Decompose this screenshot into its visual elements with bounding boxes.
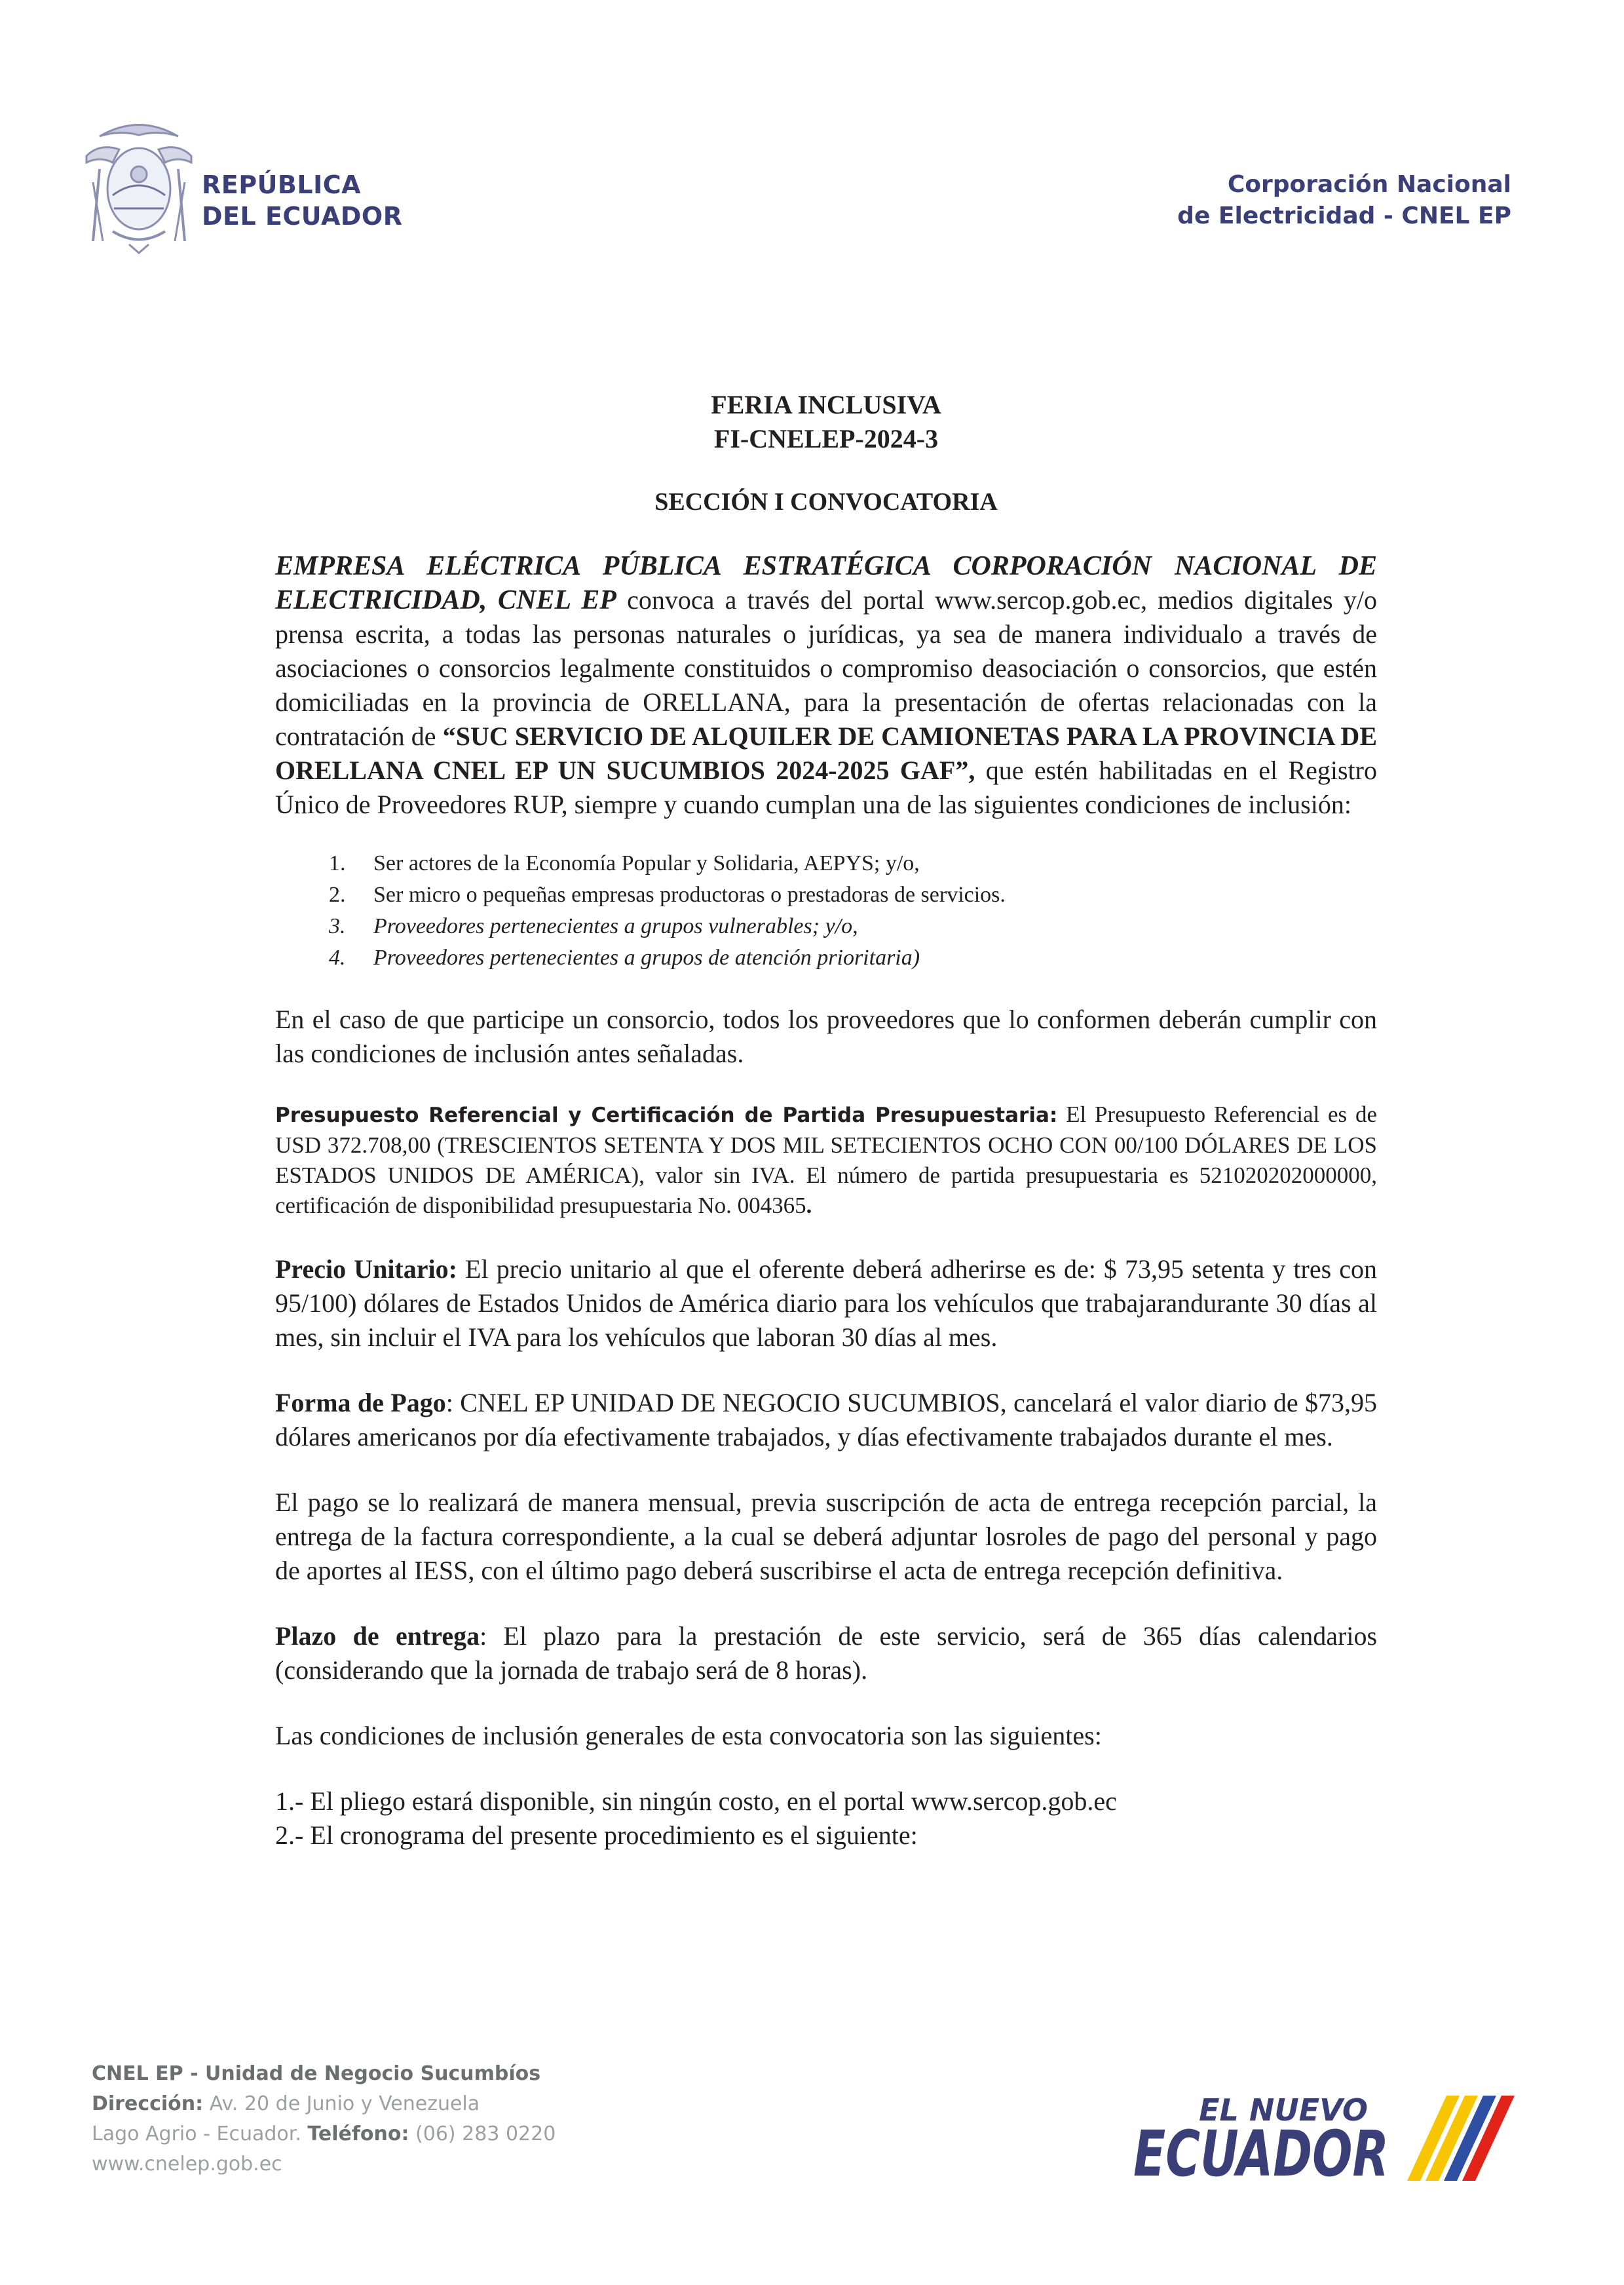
republic-name-line2: DEL ECUADOR: [202, 202, 403, 231]
list-item: 3. Proveedores pertenecientes a grupos vulnerables; y/o,: [329, 914, 858, 938]
el-nuevo-ecuador-logo: [1132, 2083, 1525, 2187]
brand-big-text: ECUADOR: [1133, 2117, 1389, 2187]
budget-text: El Presupuesto Referencial es de USD 372.708,00 (TRESCIENTOS SETENTA Y DOS MIL SETECIENTOS OCHO CON 00/100 DÓLARES DE LOS ESTADOS UNIDOS DE AMÉRICA), valor sin IVA. El número de partida presupuestaria es 521020202000000, certificación de disponibilidad presupuestaria No. 004365: [275, 1102, 1377, 1218]
payment-detail-paragraph: El pago se lo realizará de manera mensual, previa suscripción de acta de entrega recepción parcial, la entrega de la factura correspondiente, a la cual se deberá adjuntar losroles de pago del personal y pago de aportes al IESS, con el último pago deberá suscribirse el acta de entrega recepción definitiva.: [275, 1488, 1377, 1585]
cnel-corporation-header: [1177, 169, 1511, 232]
general-item-2: 2.- El cronograma del presente procedimiento es el siguiente:: [275, 1820, 918, 1850]
footer-contact: [92, 2059, 556, 2179]
general-item-1: 1.- El pliego estará disponible, sin ningún costo, en el portal www.sercop.gob.ec: [275, 1786, 1117, 1816]
general-conditions-heading: Las condiciones de inclusión generales de esta convocatoria son las siguientes:: [275, 1721, 1102, 1750]
flag-stripes-icon: [1407, 2096, 1515, 2181]
intro-paragraph: [275, 549, 1377, 822]
list-item: 4. Proveedores pertenecientes a grupos de atención prioritaria): [329, 946, 920, 970]
footer-unit: CNEL EP - Unidad de Negocio Sucumbíos: [92, 2062, 541, 2085]
document-title: FERIA INCLUSIVA: [711, 390, 941, 419]
budget-paragraph: Presupuesto Referencial y Certificación de Partida Presupuestaria: El Presupuesto Referencial es de USD 372.708,00 (TRESCIENTOS SETENTA Y DOS MIL SETECIENTOS OCHO CON 00/100 DÓLARES DE LOS ESTADOS UNIDOS DE AMÉRICA), valor sin IVA. El número de partida presupuestaria es 521020202000000, certificación de disponibilidad presupuestaria No. 004365.: [275, 1102, 1377, 1218]
delivery-paragraph: Plazo de entrega: El plazo para la prestación de este servicio, será de 365 días calendarios (considerando que la jornada de trabajo será de 8 horas).: [275, 1621, 1378, 1685]
entity-name: EMPRESA ELÉCTRICA PÚBLICA ESTRATÉGICA CORPORACIÓN NACIONAL DE ELECTRICIDAD, CNEL EP: [275, 551, 1377, 615]
footer-address-label: Dirección:: [92, 2092, 204, 2115]
corp-name-line2: de Electricidad - CNEL EP: [1177, 202, 1511, 229]
document-body: [275, 388, 1377, 1853]
footer-phone: (06) 283 0220: [409, 2122, 556, 2145]
unit-price-label: Precio Unitario:: [275, 1254, 457, 1284]
republica-del-ecuador-logo: [73, 117, 414, 254]
corp-name-line1: Corporación Nacional: [1227, 171, 1511, 198]
payment-label: Forma de Pago: [275, 1388, 446, 1417]
section-heading: SECCIÓN I CONVOCATORIA: [654, 488, 998, 516]
list-item: 2. Ser micro o pequeñas empresas productoras o prestadoras de servicios.: [329, 883, 1006, 907]
budget-label: Presupuesto Referencial y Certificación de Partida Presupuestaria:: [275, 1104, 1058, 1127]
footer-city: Lago Agrio - Ecuador.: [92, 2122, 308, 2145]
intro-text-1: convoca a través del portal www.sercop.gob.ec, medios digitales y/o prensa escrita, a todas las personas naturales o jurídicas, ya sea de manera individualo a través de asociaciones o consorcios legalmente constituidos o compromiso deasociación o consorcios, que estén domiciliadas en la provincia de ORELLANA, para la presentación de ofertas relacionadas con la contratación de: [275, 585, 1377, 751]
coat-of-arms-icon: [73, 117, 204, 254]
footer-address: Av. 20 de Junio y Venezuela: [203, 2092, 480, 2115]
payment-paragraph: Forma de Pago: CNEL EP UNIDAD DE NEGOCIO SUCUMBIOS, cancelará el valor diario de $73,95 dólares americanos por día efectivamente trabajados, y días efectivamente trabajados durante el mes.: [275, 1388, 1377, 1451]
service-name: “SUC SERVICIO DE ALQUILER DE CAMIONETAS PARA LA PROVINCIA DE ORELLANA CNEL EP UN SUCUMBIOS 2024-2025 GAF”,: [275, 721, 1377, 785]
list-item: 1. Ser actores de la Economía Popular y Solidaria, AEPYS; y/o,: [329, 851, 920, 875]
unit-price-paragraph: Precio Unitario: El precio unitario al que el oferente deberá adherirse es de: $ 73,95 setenta y tres con 95/100) dólares de Estados Unidos de América diario para los vehículos que trabajarandurante 30 días al mes, sin incluir el IVA para los vehículos que laboran 30 días al mes.: [275, 1254, 1377, 1352]
footer-phone-label: Teléfono:: [307, 2122, 409, 2145]
delivery-label: Plazo de entrega: [275, 1621, 480, 1651]
document-code: FI-CNELEP-2024-3: [713, 424, 939, 453]
el-nuevo-ecuador-logo-graphic: [1132, 2083, 1525, 2187]
republic-name-line1: REPÚBLICA: [202, 170, 362, 199]
consortium-paragraph: En el caso de que participe un consorcio, todos los proveedores que lo conformen deberán cumplir con las condiciones de inclusión antes señaladas.: [275, 1005, 1377, 1068]
intro-text-2: que estén habilitadas en el Registro Único de Proveedores RUP, siempre y cuando cumplan una de las siguientes condiciones de inclusión:: [275, 756, 1377, 819]
brand-small-text: EL NUEVO: [1199, 2092, 1368, 2128]
inclusion-conditions-list: [275, 848, 1377, 974]
footer-web: www.cnelep.gob.ec: [92, 2153, 282, 2176]
